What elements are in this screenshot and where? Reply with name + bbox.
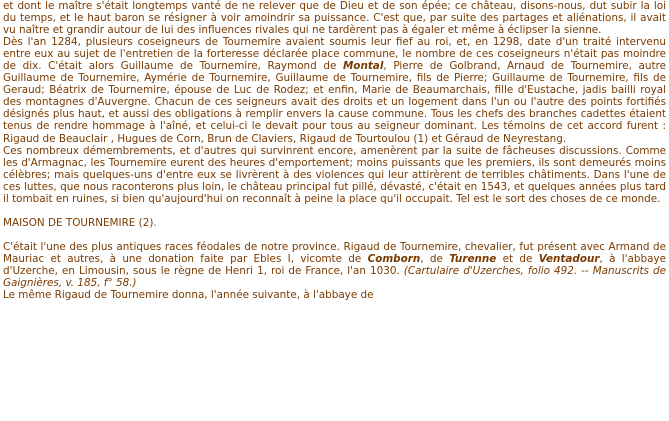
highlighted-name: Turenne: [449, 252, 497, 265]
text-segment: , de: [420, 252, 450, 265]
paragraph-p1: [3, 0, 666, 36]
text-segment: MAISON DE TOURNEMIRE (2).: [3, 216, 157, 229]
highlighted-name: Comborn: [367, 252, 421, 265]
paragraph-p4: [3, 241, 666, 289]
text-segment: Dès l'an 1284, plusieurs coseigneurs de Tournemire avaient soumis leur fief au roi, et, en 1298, date d'un traité intervenu entre eux au sujet de l'entretien de la forteresse déclarée place commune, le nombre de ces coseigneurs n'était pas moindre de dix. C'était alors Guillaume de Tournemire, Raymond de: [3, 36, 666, 73]
paragraph-gap: [3, 205, 666, 217]
highlighted-name: Montal: [342, 60, 384, 73]
paragraph-p3: [3, 145, 666, 205]
citation: (Cartulaire d'Uzerches, folio 492. -- Manuscrits de Gaignières, v. 185, f° 58.): [3, 264, 666, 289]
text-segment: , à l'abbaye d'Uzerche, en Limousin, sous le règne de Henri 1, roi de France, l'an 1030.: [3, 252, 666, 277]
section-heading: [3, 217, 666, 229]
text-segment: et de: [496, 252, 539, 265]
text-segment: Ces nombreux démembrements, et d'autres qui survinrent encore, amenèrent par la suite de fâcheuses discussions. Comme les d'Armagnac, les Tournemire eurent des heures d'emportement; moins puissants que les premiers, ils sont demeurés moins célèbres; mais quelques-uns d'entre eux se livrèrent à des violences qui leur attirèrent de terribles châtiments. Dans l'une de ces luttes, que nous raconterons plus loin, le château principal fut pillé, dévasté, c'était en 1543, et quelques années plus tard il tombait en ruines, si bien qu'aujourd'hui on reconnaît à peine la place qu'il occupait. Tel est le sort des choses de ce monde.: [3, 144, 666, 205]
paragraph-gap: [3, 229, 666, 241]
text-segment: Le même Rigaud de Tournemire donna, l'année suivante, à l'abbaye de: [3, 289, 374, 302]
highlighted-name: Ventadour: [538, 252, 600, 265]
text-segment: et dont le maître s'était longtemps vanté de ne relever que de Dieu et de son épée; ce château, disons-nous, dut subir la loi du temps, et le haut baron se résigner à voir amoindrir sa puissance. C'est que, par suite des partages et aliénations, il avait vu naître et grandir autour de lui des influences rivales qui ne tardèrent pas à égaler et même à éclipser la sienne.: [3, 0, 666, 37]
paragraph-p5: [3, 289, 666, 301]
paragraph-p2: [3, 36, 666, 144]
text-segment: , Pierre de Golbrand, Arnaud de Tournemire, autre Guillaume de Tournemire, Aymérie de Tournemire, Guillaume de Tournemire, fils de Pierre; Guillaume de Tournemire, fils de Geraud; Béatrix de Tournemire, épouse de Luc de Rodez; et enfin, Marie de Beaumarchais, fille d'Eustache, jadis bailli royal des montagnes d'Auvergne. Chacun de ces seigneurs avait des droits et un logement dans l'un ou l'autre des points fortifiés désignés plus haut, et aussi des obligations à remplir envers la cause commune. Tous les chefs des branches cadettes étaient tenus de rendre hommage à l'aîné, et celui-ci le devait pour tous au seigneur dominant. Les témoins de cet accord furent : Rigaud de Beauclair , Hugues de Corn, Brun de Claviers, Rigaud de Tourtoulou (1) et Géraud de Neyrestang.: [3, 60, 666, 145]
text-segment: C'était l'une des plus antiques races féodales de notre province. Rigaud de Tournemire, chevalier, fut présent avec Armand de Mauriac et autres, à une donation faite par Ebles I, vicomte de: [3, 240, 666, 265]
